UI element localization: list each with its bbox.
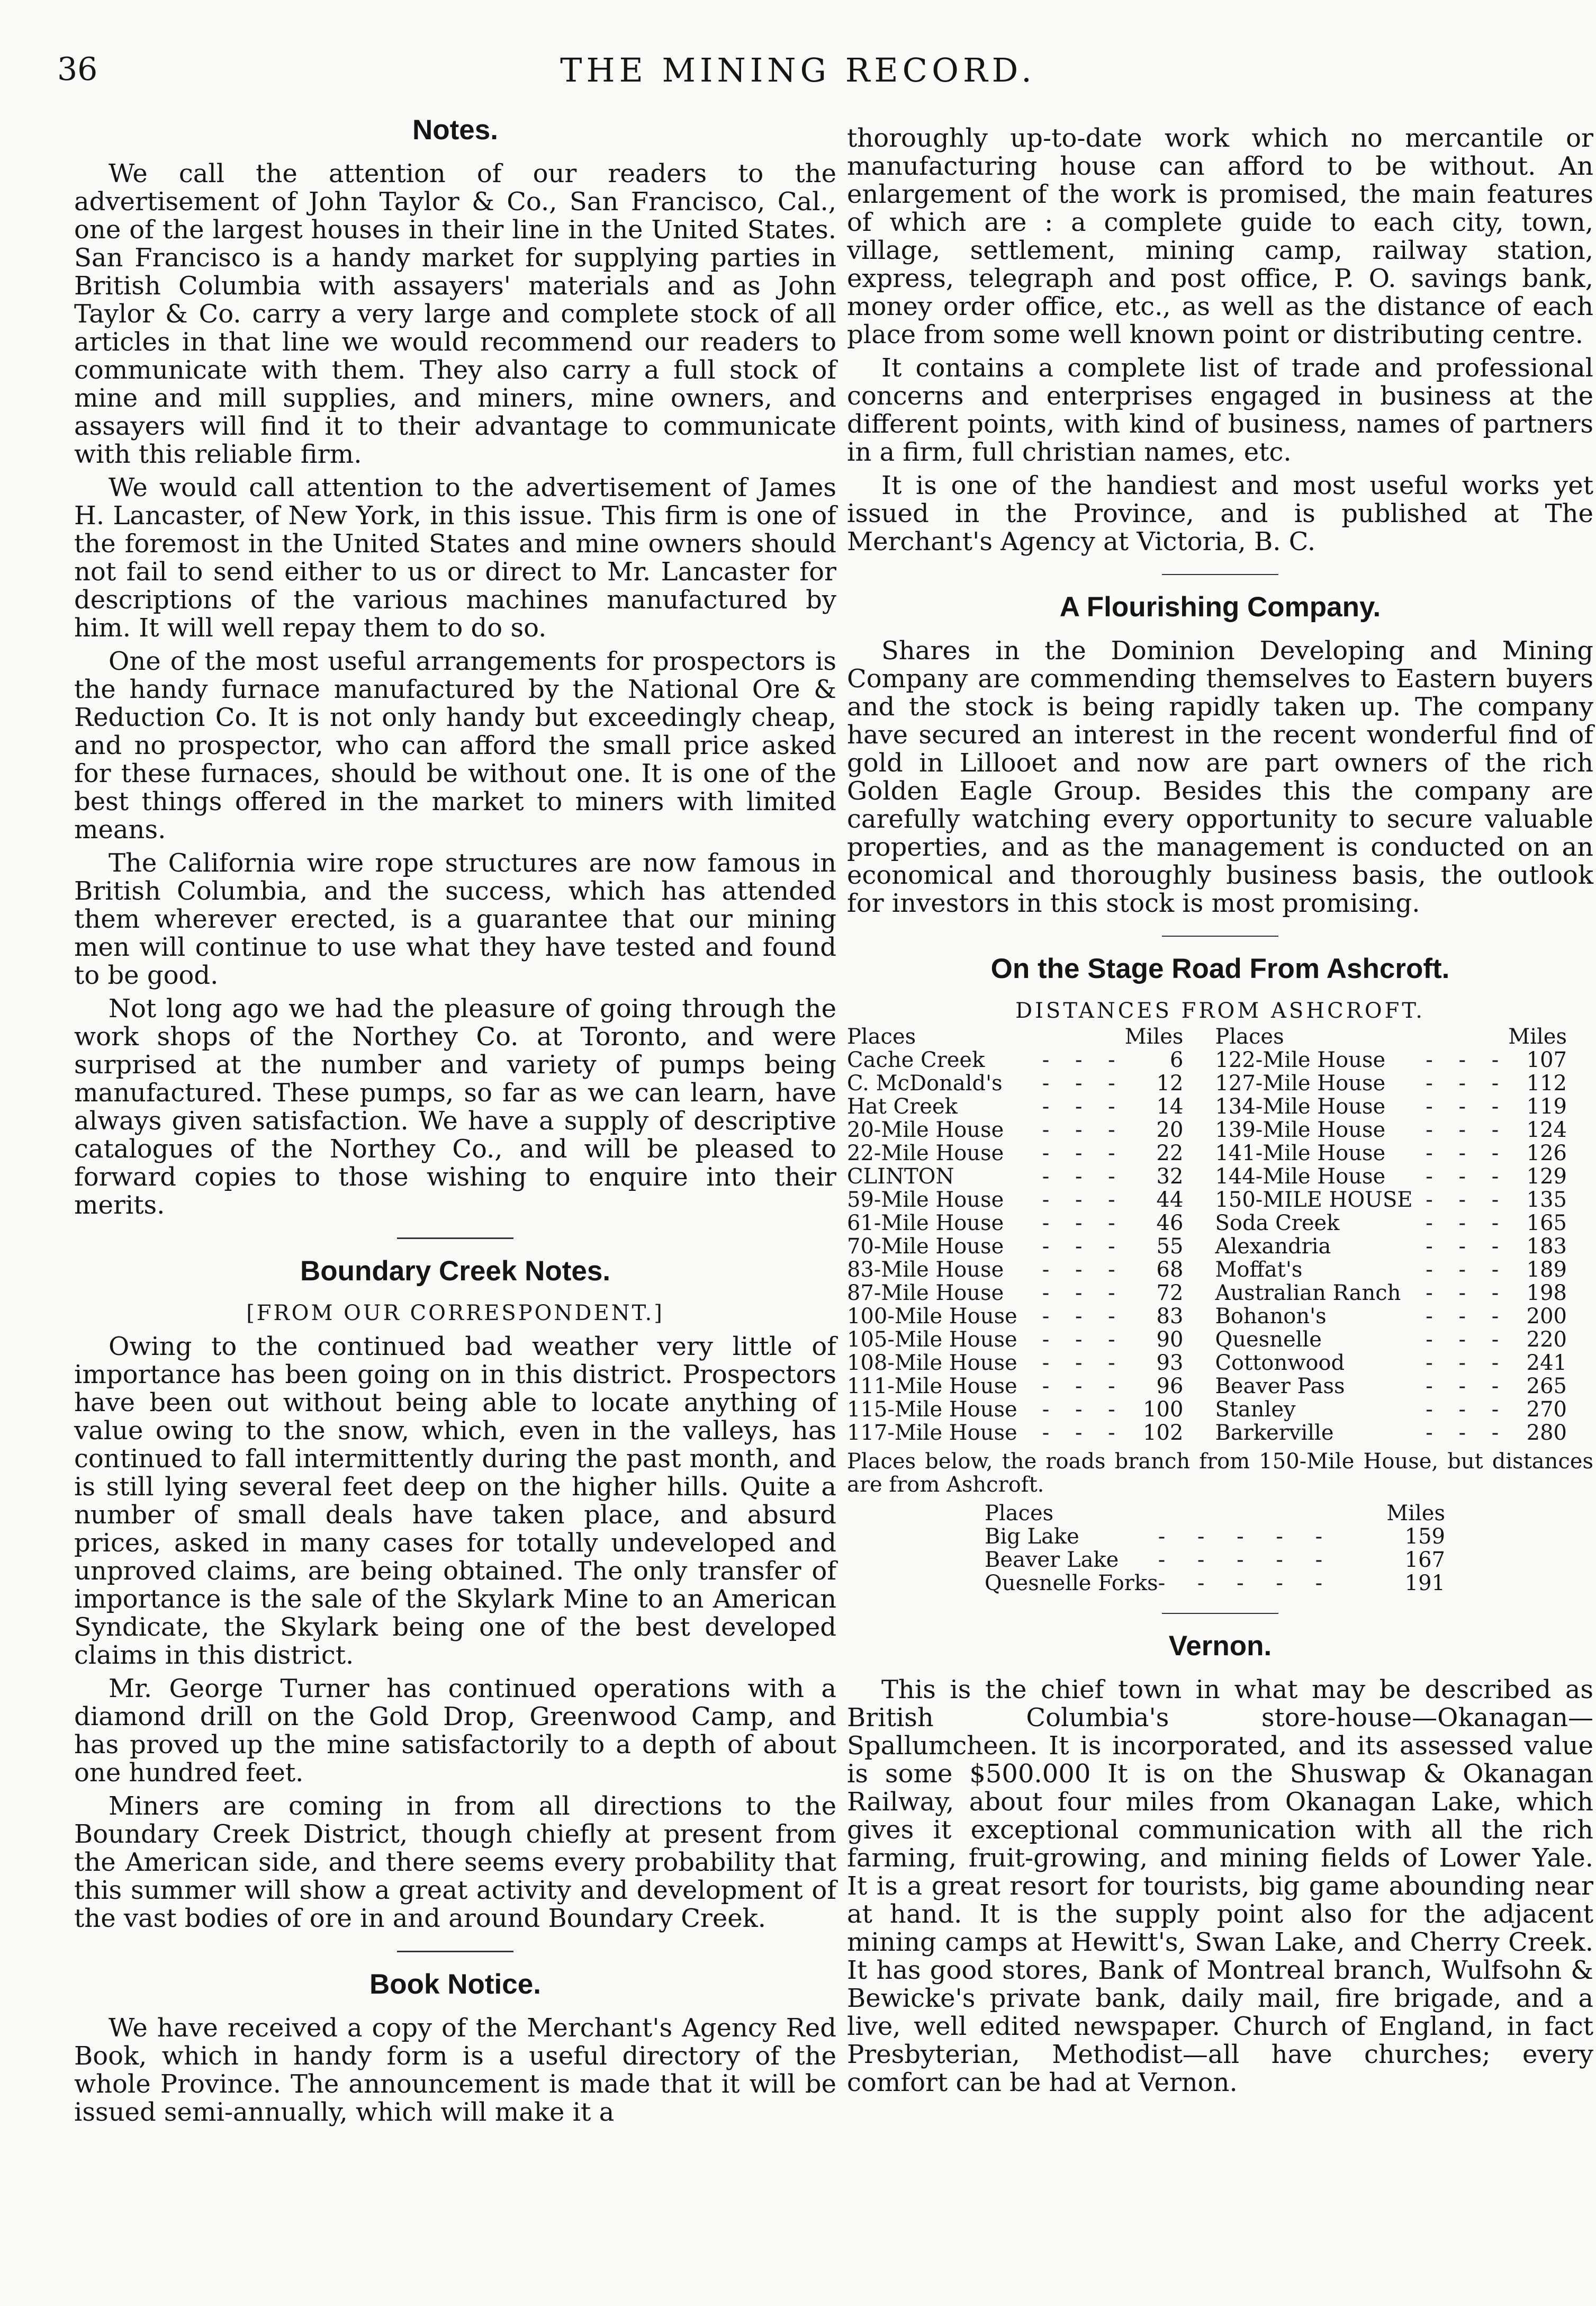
leader-dots: - - - [1042,1258,1125,1282]
miles-cell: 200 [1526,1304,1567,1329]
miles-cell: 183 [1526,1234,1567,1259]
table-row [847,1212,1567,1235]
leader-dots: - - - [1426,1374,1509,1398]
place-cell: Beaver Lake [985,1548,1119,1572]
col-header-places: Places [985,1501,1054,1526]
miles-cell: 68 [1156,1258,1184,1282]
page-number: 36 [57,51,98,88]
book-notice-heading: Book Notice. [369,1969,541,2000]
table-row [985,1572,1445,1595]
book-notice-continued: It is one of the handiest and most useful works yet issued in the Province, and is published at The Merchant's Agency at Victoria, B. C. [847,471,1593,557]
stage-road-subheading: DISTANCES FROM ASHCROFT. [1015,999,1425,1023]
place-cell: 59-Mile House [847,1188,1004,1212]
miles-cell: 165 [1526,1211,1567,1235]
table-row [847,1165,1567,1188]
table-row [847,1258,1567,1281]
miles-cell: 44 [1156,1188,1184,1212]
place-cell: Barkerville [1215,1421,1334,1445]
book-notice-paragraph: We have received a copy of the Merchant's Agency Red Book, which in handy form is a useful directory of the whole Province. The announcement is made that it will be issued semi-annually, which will make it a [74,2013,836,2127]
miles-cell: 102 [1143,1421,1184,1445]
leader-dots: - - - [1426,1351,1509,1375]
table-row [985,1548,1445,1572]
miles-cell: 126 [1526,1141,1567,1165]
place-cell: Cache Creek [847,1048,985,1072]
place-cell: 70-Mile House [847,1234,1004,1259]
leader-dots: - - - [1042,1211,1125,1235]
place-cell: 117-Mile House [847,1421,1017,1445]
place-cell: Beaver Pass [1215,1374,1345,1398]
place-cell: 87-Mile House [847,1281,1004,1305]
miles-cell: 14 [1156,1094,1184,1119]
leader-dots: - - - [1042,1071,1125,1096]
running-head: THE MINING RECORD. [560,51,1036,89]
leader-dots: - - - - - [1158,1571,1336,1595]
stage-road-heading: On the Stage Road From Ashcroft. [990,953,1450,984]
place-cell: 83-Mile House [847,1258,1004,1282]
leader-dots: - - - [1042,1351,1125,1375]
miles-cell: 93 [1156,1351,1184,1375]
table-row [847,1118,1567,1142]
notes-paragraph: We call the attention of our readers to the advertisement of John Taylor & Co., San Francisco, Cal., one of the largest houses in their line in the United States. San Francisco is a handy market for supplying parties in British Columbia with assayers' materials and as John Taylor & Co. carry a very large and complete stock of all articles in that line we would recommend our readers to communicate with them. They also carry a full stock of mine and mill supplies, and miners, mine owners, and assayers will find it to their advantage to communicate with this reliable firm. [74,159,836,469]
place-cell: 144-Mile House [1215,1164,1386,1189]
table-row [847,1281,1567,1305]
leader-dots: - - - [1042,1141,1125,1165]
section-divider [397,1237,513,1239]
place-cell: Bohanon's [1215,1304,1327,1329]
place-cell: Moffat's [1215,1258,1303,1282]
miles-cell: 12 [1156,1071,1184,1096]
place-cell: 105-Mile House [847,1327,1017,1352]
leader-dots: - - - [1426,1304,1509,1329]
miles-cell: 129 [1526,1164,1567,1189]
miles-cell: 83 [1156,1304,1184,1329]
leader-dots: - - - [1426,1164,1509,1189]
place-cell: Australian Ranch [1215,1281,1401,1305]
table-row [847,1351,1567,1375]
flourishing-heading: A Flourishing Company. [1059,591,1381,623]
miles-cell: 72 [1156,1281,1184,1305]
place-cell: Hat Creek [847,1094,958,1119]
place-cell: 111-Mile House [847,1374,1017,1398]
book-notice-continued: thoroughly up-to-date work which no mercantile or manufacturing house can afford to be without. An enlargement of the work is promised, the main features of which are : a complete guide to each city, town, village, settlement, mining camp, railway station, express, telegraph and post office, P. O. savings bank, money order office, etc., as well as the distance of each place from some well known point or distributing centre. [847,123,1593,349]
miles-cell: 198 [1526,1281,1567,1305]
leader-dots: - - - [1426,1234,1509,1259]
leader-dots: - - - [1042,1188,1125,1212]
place-cell: 108-Mile House [847,1351,1017,1375]
leader-dots: - - - [1042,1421,1125,1445]
table-row [847,1072,1567,1095]
miles-cell: 241 [1526,1351,1567,1375]
miles-cell: 6 [1170,1048,1184,1072]
miles-cell: 107 [1526,1048,1567,1072]
stage-distance-rows [847,1048,1567,1444]
place-cell: 115-Mile House [847,1397,1017,1422]
leader-dots: - - - [1042,1281,1125,1305]
table-row [847,1095,1567,1118]
place-cell: 122-Mile House [1215,1048,1386,1072]
section-divider [1162,574,1278,575]
table-row [847,1305,1567,1328]
place-cell: 20-Mile House [847,1118,1004,1142]
table-row [847,1235,1567,1258]
table-row [847,1421,1567,1444]
vernon-paragraph: This is the chief town in what may be described as British Columbia's store-house—Okanagan—Spallumcheen. It is incorporated, and its assessed value is some $500.000 It is on the Shuswap & Okanagan Railway, about four miles from Okanagan Lake, which gives it exceptional communication with all the rich farming, fruit-growing, and mining fields of Lower Yale. It is a great resort for tourists, big game abounding near at hand. It is the supply point also for the adjacent mining camps at Hewitt's, Swan Lake, and Cherry Creek. It has good stores, Bank of Montreal branch, Wulfsohn & Bewicke's private bank, daily mail, fire brigade, and a live, well edited newspaper. Church of England, in fact Presbyterian, Methodist—all have churches; every comfort can be had at Vernon. [847,1675,1593,2097]
col-header-places: Places [1215,1025,1284,1049]
place-cell: 61-Mile House [847,1211,1004,1235]
miles-cell: 32 [1156,1164,1184,1189]
miles-cell: 90 [1156,1327,1184,1352]
place-cell: Cottonwood [1215,1351,1345,1375]
place-cell: Big Lake [985,1524,1079,1549]
leader-dots: - - - [1426,1397,1509,1422]
place-cell: CLINTON [847,1164,954,1189]
place-cell: 127-Mile House [1215,1071,1386,1096]
miles-cell: 119 [1526,1094,1567,1119]
table-header-row [847,1025,1567,1048]
boundary-heading: Boundary Creek Notes. [300,1255,611,1287]
leader-dots: - - - [1042,1327,1125,1352]
leader-dots: - - - [1426,1118,1509,1142]
col-header-miles: Miles [1386,1501,1445,1526]
left-column [74,109,836,2132]
table-row [847,1398,1567,1421]
leader-dots: - - - - - [1158,1524,1336,1549]
vernon-heading: Vernon. [1168,1630,1272,1662]
leader-dots: - - - [1426,1421,1509,1445]
leader-dots: - - - [1042,1304,1125,1329]
table-row [847,1328,1567,1351]
boundary-paragraph: Miners are coming in from all directions to the Boundary Creek District, though chiefly at present from the American side, and there seems every probability that this summer will show a great activity and development of the vast bodies of ore in and around Boundary Creek. [74,1791,836,1933]
place-cell: 139-Mile House [1215,1118,1386,1142]
leader-dots: - - - - - [1158,1548,1336,1572]
branch-distance-rows [985,1525,1445,1595]
place-cell: 150-MILE HOUSE [1215,1188,1413,1212]
section-divider [397,1951,513,1952]
leader-dots: - - - [1042,1094,1125,1119]
stage-distance-table [847,1025,1567,1444]
right-column [847,109,1593,2102]
section-divider [1162,1613,1278,1614]
branch-note: Places below, the roads branch from 150-Mile House, but distances are from Ashcroft. [847,1449,1593,1497]
miles-cell: 112 [1526,1071,1567,1096]
miles-cell: 135 [1526,1188,1567,1212]
place-cell: 141-Mile House [1215,1141,1386,1165]
leader-dots: - - - [1426,1094,1509,1119]
boundary-paragraph: Owing to the continued bad weather very little of importance has been going on in this district. Prospectors have been out without being able to locate anything of value owing to the snow, which, even in the valleys, has continued to fall intermittently during the past month, and is still lying several feet deep on the higher hills. Quite a number of small deals have taken place, and absurd prices, asked in many cases for totally undeveloped and unproved claims, are being obtained. The only transfer of importance is the sale of the Skylark Mine to an American Syndicate, the Skylark being one of the best developed claims in this district. [74,1332,836,1670]
table-row [985,1525,1445,1548]
leader-dots: - - - [1426,1258,1509,1282]
section-divider [1162,936,1278,937]
col-header-miles: Miles [1124,1025,1184,1049]
miles-cell: 96 [1156,1374,1184,1398]
miles-cell: 167 [1404,1548,1445,1572]
col-header-miles: Miles [1508,1025,1567,1049]
place-cell: C. McDonald's [847,1071,1003,1096]
leader-dots: - - - [1042,1118,1125,1142]
miles-cell: 191 [1404,1571,1445,1595]
place-cell: Stanley [1215,1397,1296,1422]
miles-cell: 265 [1526,1374,1567,1398]
book-notice-continued: It contains a complete list of trade and professional concerns and enterprises engaged in business at the different points, with kind of business, names of partners in a firm, full christian names, etc. [847,353,1593,467]
miles-cell: 20 [1156,1118,1184,1142]
leader-dots: - - - [1042,1234,1125,1259]
place-cell: Soda Creek [1215,1211,1340,1235]
leader-dots: - - - [1426,1071,1509,1096]
leader-dots: - - - [1042,1374,1125,1398]
miles-cell: 100 [1143,1397,1184,1422]
miles-cell: 220 [1526,1327,1567,1352]
table-row [847,1188,1567,1212]
table-row [847,1142,1567,1165]
leader-dots: - - - [1426,1141,1509,1165]
boundary-paragraph: Mr. George Turner has continued operations with a diamond drill on the Gold Drop, Greenwood Camp, and has proved up the mine satisfactorily to a depth of about one hundred feet. [74,1674,836,1788]
notes-paragraph: The California wire rope structures are now famous in British Columbia, and the success, which has attended them wherever erected, is a guarantee that our mining men will continue to use what they have tested and found to be good. [74,848,836,990]
table-row [847,1375,1567,1398]
flourishing-paragraph: Shares in the Dominion Developing and Mining Company are commending themselves to Eastern buyers and the stock is being rapidly taken up. The company have secured an interest in the recent wonderful find of gold in Lillooet and now are part owners of the rich Golden Eagle Group. Besides this the company are carefully watching every opportunity to secure valuable properties, and as the management is conducted on an economical and thoroughly business basis, the outlook for investors in this stock is most promising. [847,636,1593,918]
place-cell: 100-Mile House [847,1304,1017,1329]
notes-heading: Notes. [412,114,498,146]
col-header-places: Places [847,1025,916,1049]
notes-paragraph: One of the most useful arrangements for prospectors is the handy furnace manufactured by the National Ore & Reduction Co. It is not only handy but exceedingly cheap, and no prospector, who can afford the small price asked for these furnaces, should be without one. It is one of the best things offered in the market to miners with limited means. [74,647,836,845]
miles-cell: 270 [1526,1397,1567,1422]
table-header-row [985,1502,1445,1525]
notes-paragraph: Not long ago we had the pleasure of going through the work shops of the Northey Co. at Toronto, and were surprised at the number and variety of pumps being manufactured. These pumps, so far as we can learn, have always given satisfaction. We have a supply of descriptive catalogues of the Northey Co., and will be pleased to forward copies to those wishing to enquire into their merits. [74,994,836,1220]
leader-dots: - - - [1426,1281,1509,1305]
leader-dots: - - - [1426,1048,1509,1072]
leader-dots: - - - [1426,1327,1509,1352]
miles-cell: 124 [1526,1118,1567,1142]
place-cell: Quesnelle Forks [985,1571,1158,1595]
leader-dots: - - - [1426,1188,1509,1212]
miles-cell: 189 [1526,1258,1567,1282]
branch-distance-table [985,1502,1445,1595]
boundary-byline: [FROM OUR CORRESPONDENT.] [246,1301,664,1325]
place-cell: 134-Mile House [1215,1094,1386,1119]
leader-dots: - - - [1426,1211,1509,1235]
leader-dots: - - - [1042,1048,1125,1072]
place-cell: Alexandria [1215,1234,1331,1259]
leader-dots: - - - [1042,1164,1125,1189]
notes-paragraph: We would call attention to the advertisement of James H. Lancaster, of New York, in this issue. This firm is one of the foremost in the United States and mine owners should not fail to send either to us or direct to Mr. Lancaster for descriptions of the various machines manufactured by him. It will well repay them to do so. [74,473,836,643]
miles-cell: 159 [1404,1524,1445,1549]
table-row [847,1048,1567,1072]
place-cell: Quesnelle [1215,1327,1322,1352]
miles-cell: 280 [1526,1421,1567,1445]
miles-cell: 46 [1156,1211,1184,1235]
place-cell: 22-Mile House [847,1141,1004,1165]
leader-dots: - - - [1042,1397,1125,1422]
miles-cell: 22 [1156,1141,1184,1165]
miles-cell: 55 [1156,1234,1184,1259]
